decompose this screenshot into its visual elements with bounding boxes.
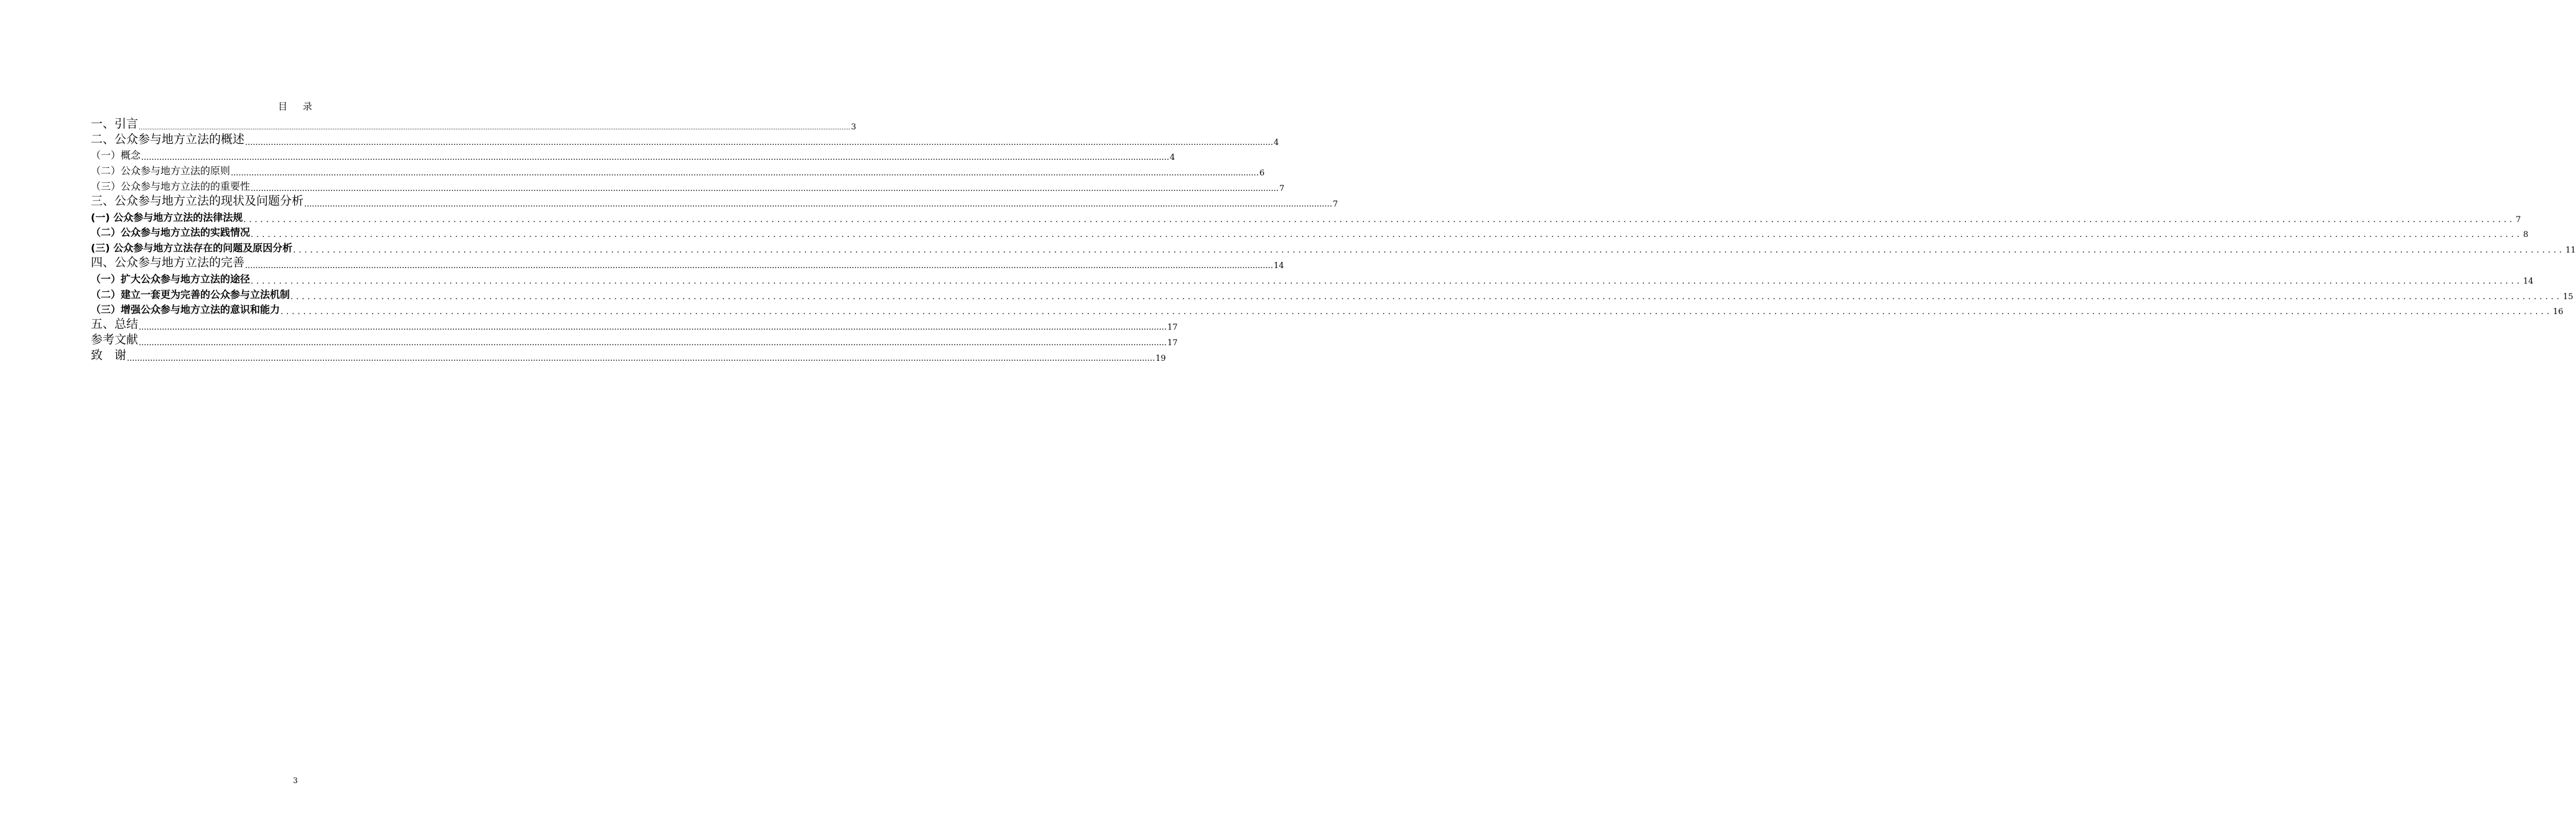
toc-entry-page: 4 [1273,137,1279,147]
toc-entry-acknowledgements[interactable] [91,347,1166,363]
toc-entry-summary[interactable] [91,316,1178,333]
footer-page-number: 3 [293,776,298,785]
toc-entry-page: 19 [1155,353,1166,363]
toc-entry-page: 7 [1332,199,1338,209]
toc-entry-label: 五、总结 [91,317,139,332]
dot-leader: ................................................................................................................................................................................................................................................................................................................................................................................................................ [139,323,1167,333]
toc-entry-practice[interactable] [91,224,2529,240]
dot-leader: ................................................................................................................................................................................................................................................................................................................................................................................................................ [280,307,2552,317]
dot-leader: ................................................................................................................................................................................................................................................................................................................................................................................................................ [231,169,1259,179]
toc-entry-label: （二）建立一套更为完善的公众参与立法机制 [91,288,290,300]
toc-entry-label: （一）概念 [91,149,141,162]
toc-entry-problems[interactable] [91,239,2576,256]
toc-entry-label: 参考文献 [91,332,139,346]
toc-entry-page: 17 [1167,338,1178,348]
toc-entry-introduction[interactable] [91,116,856,132]
toc-entry-label: （二）公众参与地方立法的原则 [91,165,231,177]
dot-leader: ................................................................................................................................................................................................................................................................................................................................................................................................................ [139,124,851,131]
dot-leader: ................................................................................................................................................................................................................................................................................................................................................................................................................ [127,353,1155,363]
dot-leader: ................................................................................................................................................................................................................................................................................................................................................................................................................ [141,153,1169,163]
toc-entry-references[interactable] [91,332,1178,348]
toc-entry-concept[interactable] [91,147,1175,163]
toc-entry-improvement[interactable] [91,254,1284,271]
toc-entry-principles[interactable] [91,162,1265,179]
page-title: 目 录 [278,101,313,112]
dot-leader: ................................................................................................................................................................................................................................................................................................................................................................................................................ [243,215,2516,225]
toc-entry-status-analysis[interactable] [91,193,1338,209]
toc-entry-expand-channels[interactable] [91,270,2534,286]
toc-entry-label: （二）公众参与地方立法的实践情况 [91,226,251,239]
dot-leader: ................................................................................................................................................................................................................................................................................................................................................................................................................ [245,261,1273,271]
toc-entry-page: 6 [1259,169,1265,179]
toc-entry-label: 一、引言 [91,116,139,131]
toc-entry-label: （三）增强公众参与地方立法的意识和能力 [91,304,280,316]
toc-entry-importance[interactable] [91,177,1285,193]
dot-leader: ................................................................................................................................................................................................................................................................................................................................................................................................................ [304,199,1332,209]
toc-entry-mechanism[interactable] [91,286,2574,302]
toc-entry-label: (三) 公众参与地方立法存在的问题及原因分析 [91,242,293,254]
toc-entry-page: 16 [2552,307,2564,317]
toc-entry-label: (一) 公众参与地方立法的法律法规 [91,211,243,223]
toc-entry-page: 17 [1167,323,1178,333]
table-of-contents [91,116,2576,363]
toc-entry-page: 7 [2516,215,2521,225]
toc-entry-label: 三、公众参与地方立法的现状及问题分析 [91,193,304,208]
toc-entry-label: 致 谢 [91,348,127,362]
toc-entry-label: （一）扩大公众参与地方立法的途径 [91,272,251,285]
dot-leader: ................................................................................................................................................................................................................................................................................................................................................................................................................ [251,276,2523,286]
dot-leader: ................................................................................................................................................................................................................................................................................................................................................................................................................ [251,230,2523,240]
dot-leader: ................................................................................................................................................................................................................................................................................................................................................................................................................ [251,183,1279,193]
dot-leader: ................................................................................................................................................................................................................................................................................................................................................................................................................ [245,137,1273,147]
toc-entry-page: 3 [851,122,856,132]
dot-leader: ................................................................................................................................................................................................................................................................................................................................................................................................................ [293,246,2565,256]
toc-entry-page: 15 [2562,292,2574,302]
toc-entry-label: 四、公众参与地方立法的完善 [91,255,245,269]
toc-entry-page: 7 [1279,183,1285,193]
dot-leader: ................................................................................................................................................................................................................................................................................................................................................................................................................ [290,292,2562,302]
toc-entry-page: 14 [1273,261,1284,271]
toc-entry-label: （三）公众参与地方立法的的重要性 [91,180,251,192]
toc-entry-page: 8 [2523,230,2529,240]
toc-entry-laws-regulations[interactable] [91,208,2521,225]
toc-entry-page: 11 [2565,246,2576,256]
toc-entry-overview[interactable] [91,131,1279,147]
dot-leader: ................................................................................................................................................................................................................................................................................................................................................................................................................ [139,338,1167,348]
toc-entry-page: 4 [1169,153,1175,163]
toc-entry-awareness[interactable] [91,301,2564,317]
toc-entry-page: 14 [2523,276,2534,286]
toc-entry-label: 二、公众参与地方立法的概述 [91,132,245,146]
